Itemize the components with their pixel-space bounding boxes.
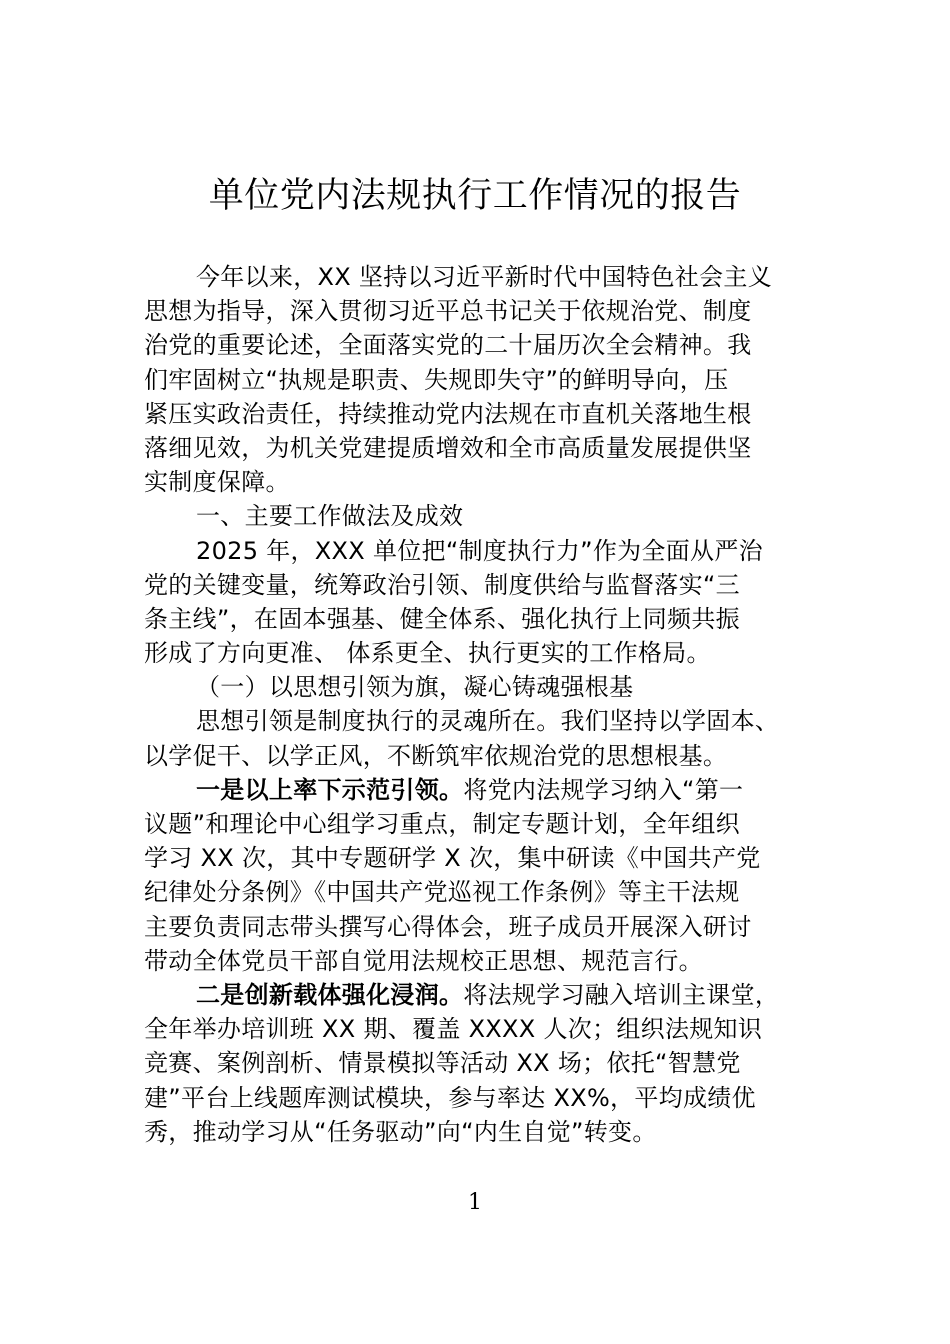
line-text: 思想引领是制度执行的灵魂所在。我们坚持以学固本、 (196, 707, 780, 736)
line-text: 思想为指导，深入贯彻习近平总书记关于依规治党、制度 (144, 297, 752, 326)
text-line (144, 568, 820, 602)
line-text: 全年举办培训班 XX 期、覆盖 XXXX 人次；组织法规知识 (144, 1015, 763, 1044)
line-text: （一）以思想引领为旗，凝心铸魂强根基 (196, 673, 634, 702)
line-text: 秀，推动学习从“任务驱动”向“内生自觉”转变。 (144, 1117, 657, 1146)
line-text: 党的关键变量，统筹政治引领、制度供给与监督落实“三 (144, 570, 740, 599)
text-line (144, 1081, 820, 1115)
text-line (144, 328, 820, 362)
line-text: 2025 年，XXX 单位把“制度执行力”作为全面从严治 (196, 536, 763, 565)
subsection-heading (144, 670, 820, 704)
text-line (144, 431, 820, 465)
text-line (144, 1012, 820, 1046)
line-text: 以学促干、以学正风，不断筑牢依规治党的思想根基。 (144, 741, 728, 770)
text-line (144, 910, 820, 944)
line-text: 形成了方向更准、 体系更全、执行更实的工作格局。 (144, 639, 711, 668)
line-text: 治党的重要论述，全面落实党的二十届历次全会精神。我 (144, 331, 752, 360)
document-title: 单位党内法规执行工作情况的报告 (208, 176, 742, 216)
page-number: 1 (468, 1190, 482, 1215)
text-line (144, 260, 820, 294)
line-text: 一、主要工作做法及成效 (196, 502, 464, 531)
text-line (144, 704, 820, 738)
document-body (144, 260, 820, 1149)
line-text: 条主线”，在固本强基、健全体系、强化执行上同频共振 (144, 604, 740, 633)
text-line (144, 875, 820, 909)
text-line (144, 294, 820, 328)
line-text: 紧压实政治责任，持续推动党内法规在市直机关落地生根 (144, 399, 752, 428)
line-text: 们牢固树立“执规是职责、失规即失守”的鲜明导向，压 (144, 365, 729, 394)
line-text: 主要负责同志带头撰写心得体会，班子成员开展深入研讨 (144, 912, 752, 941)
text-line (144, 841, 820, 875)
line-text: 带动全体党员干部自觉用法规校正思想、规范言行。 (144, 946, 703, 975)
bold-lead: 二是创新载体强化浸润。 (196, 980, 464, 1009)
text-line (144, 1046, 820, 1080)
line-text: 实制度保障。 (144, 468, 290, 497)
line-text: 议题”和理论中心组学习重点，制定专题计划，全年组织 (144, 810, 740, 838)
text-line (144, 739, 820, 773)
line-text: 纪律处分条例》《中国共产党巡视工作条例》等主干法规 (144, 878, 740, 907)
line-text: 将法规学习融入培训主课堂， (463, 980, 780, 1009)
text-line (144, 978, 820, 1012)
text-line (144, 807, 820, 841)
section-heading (144, 499, 820, 533)
text-line (144, 397, 820, 431)
line-text: 建”平台上线题库测试模块，参与率达 XX%，平均成绩优 (144, 1083, 756, 1112)
text-line (144, 363, 820, 397)
line-text: 落细见效，为机关党建提质增效和全市高质量发展提供坚 (144, 433, 752, 462)
line-text: 学习 XX 次，其中专题研学 X 次，集中研读《中国共产党 (144, 844, 761, 873)
text-line (144, 636, 820, 670)
line-text: 竞赛、案例剖析、情景模拟等活动 XX 场；依托“智慧党 (144, 1049, 741, 1078)
bold-lead: 一是以上率下示范引领。 (196, 775, 464, 804)
text-line (144, 534, 820, 568)
text-line (144, 602, 820, 636)
text-line (144, 944, 820, 978)
line-text: 将党内法规学习纳入“第一 (463, 775, 744, 804)
text-line (144, 1115, 820, 1149)
line-text: 今年以来，XX 坚持以习近平新时代中国特色社会主义 (196, 263, 773, 291)
text-line (144, 773, 820, 807)
text-line (144, 465, 820, 499)
